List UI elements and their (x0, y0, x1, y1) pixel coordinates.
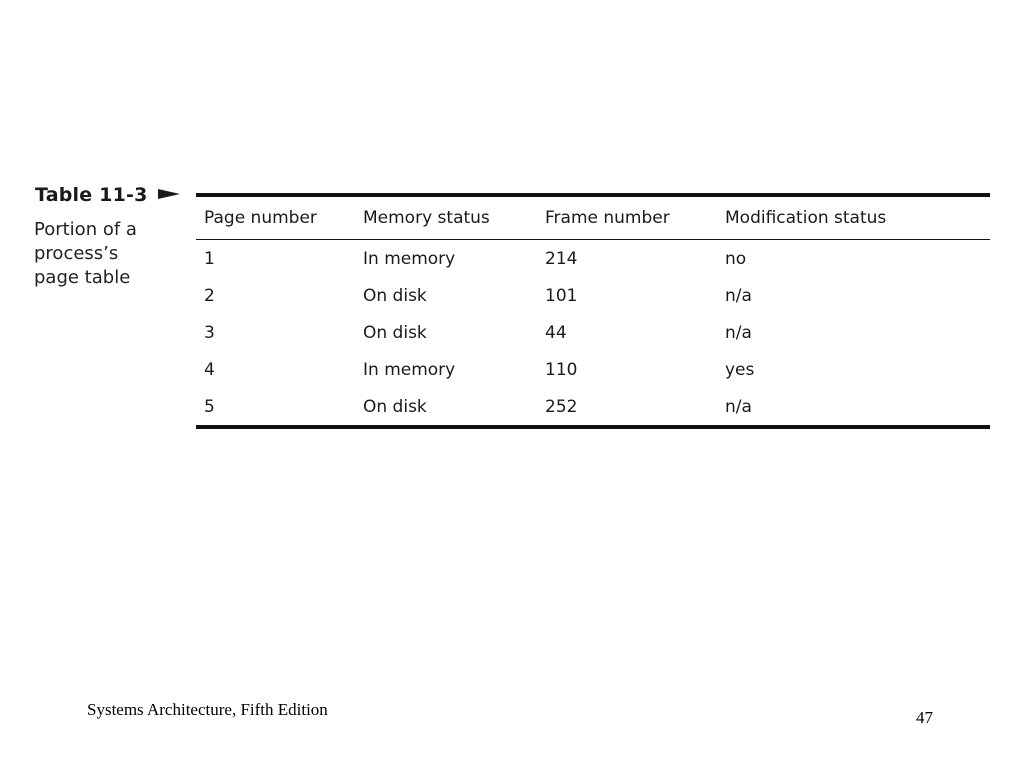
cell-page-number: 2 (204, 285, 215, 306)
footer-slide-number: 47 (916, 708, 933, 727)
table-row (196, 351, 990, 388)
cell-page-number: 3 (204, 322, 215, 343)
cell-modification-status: n/a (725, 285, 752, 306)
table-row (196, 240, 990, 277)
cell-frame-number: 110 (545, 359, 578, 380)
cell-page-number: 4 (204, 359, 215, 380)
table-row (196, 314, 990, 351)
cell-modification-status: no (725, 248, 747, 269)
cell-frame-number: 101 (545, 285, 578, 306)
cell-frame-number: 44 (545, 322, 567, 343)
table-caption-description: Portion of a process’s page table (34, 219, 137, 288)
cell-frame-number: 252 (545, 396, 578, 417)
cell-page-number: 5 (204, 396, 215, 417)
caption-arrow-icon (158, 189, 180, 199)
table-caption-title: Table 11-3 (35, 184, 148, 206)
header-memory-status: Memory status (363, 208, 490, 228)
table-row (196, 388, 990, 425)
cell-memory-status: On disk (363, 396, 427, 417)
header-frame-number: Frame number (545, 208, 670, 228)
cell-modification-status: yes (725, 359, 755, 380)
table-header-row (196, 197, 990, 239)
cell-memory-status: On disk (363, 285, 427, 306)
page-table (196, 193, 990, 429)
cell-modification-status: n/a (725, 322, 752, 343)
header-page-number: Page number (204, 208, 317, 228)
header-modification-status: Modification status (725, 208, 887, 228)
footer-book-title: Systems Architecture, Fifth Edition (87, 700, 328, 719)
table-row (196, 277, 990, 314)
cell-page-number: 1 (204, 248, 215, 269)
cell-frame-number: 214 (545, 248, 578, 269)
table-bottom-rule (196, 425, 990, 429)
cell-memory-status: In memory (363, 359, 456, 380)
cell-memory-status: On disk (363, 322, 427, 343)
cell-modification-status: n/a (725, 396, 752, 417)
cell-memory-status: In memory (363, 248, 456, 269)
